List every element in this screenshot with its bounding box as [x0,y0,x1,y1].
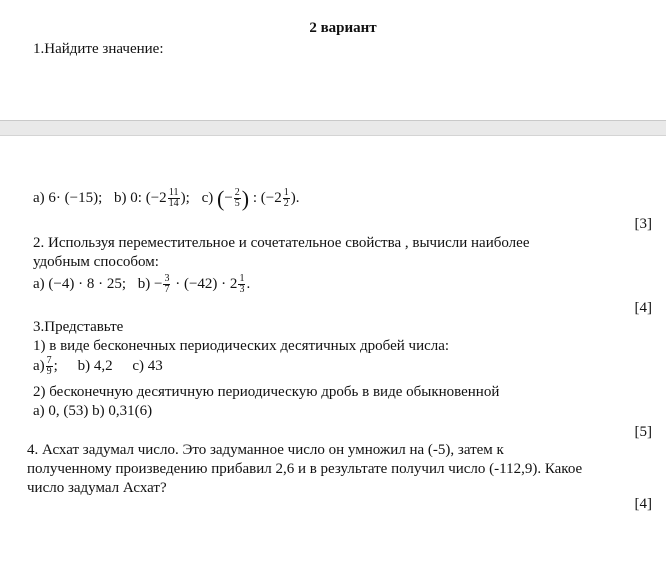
task1-c-label: c) [201,189,214,206]
task1-b-expr: 0: (−2 [130,189,167,206]
task3-a-fraction: $\frac{7}{9}$ [46,355,52,377]
task2-expressions: а) (−4) · 8 · 25; b) − $\frac{3}{7}$ · (−42) · 2 $\frac{1}{3}$ . [33,273,251,295]
task3-title: 3.Представьте [33,319,124,335]
task3-score: [5] [634,424,652,440]
task3-items: а) $\frac{7}{9}$ ; b) 4,2 c) 43 [33,355,163,377]
task1-c-fraction-2: $\frac{1}{2}$ [283,187,289,209]
task2-score: [4] [634,300,652,316]
task4-line-2: полученному произведению прибавил 2,6 и в результате получил число (-112,9). Какое [27,461,583,477]
variant-title: 2 вариант [309,20,377,36]
task3-part2: 2) бесконечную десятичную периодическую дробь в виде обыкновенной [33,384,500,400]
task2-b-fraction-2: $\frac{1}{3}$ [239,273,245,295]
task1-a-expr: 6· (−15); [48,189,103,206]
task2-a-expr: (−4) · 8 · 25; [48,275,127,292]
task1-c-fraction-1: $\frac{2}{5}$ [234,187,240,209]
task4-score: [4] [634,496,652,512]
task2-line-1: 2. Используя переместительное и сочетательное свойства , вычисли наиболее [33,235,530,251]
task1-expressions: а) 6· (−15); b) 0: (−2 $\frac{11}{14}$ ); c) (− $\frac{2}{5}$ ) : (−2 $\frac{1}{2}$ ). [33,186,300,211]
task2-b-label: b) [137,275,151,292]
task3-b-item: b) 4,2 [77,357,113,374]
task3-c-item: c) 43 [132,357,163,374]
task1-b-label: b) [114,189,127,206]
task3-part2-items: а) 0, (53) b) 0,31(6) [33,403,153,419]
task1-b-fraction: $\frac{11}{14}$ [168,187,179,209]
task1-title: 1.Найдите значение: [33,41,164,57]
task3-part1: 1) в виде бесконечных периодических десятичных дробей числа: [33,338,450,354]
page-separator [0,120,666,136]
task3-a-label: а) [33,357,45,374]
task2-b-fraction: $\frac{3}{7}$ [164,273,170,295]
task2-a-label: а) [33,275,45,292]
task1-score: [3] [634,216,652,232]
page-top-area [0,0,666,120]
task4-line-3: число задумал Асхат? [27,480,167,496]
task4-line-1: 4. Асхат задумал число. Это задуманное число он умножил на (-5), затем к [27,442,504,458]
task2-line-2: удобным способом: [33,254,159,270]
task1-a-label: а) [33,189,45,206]
